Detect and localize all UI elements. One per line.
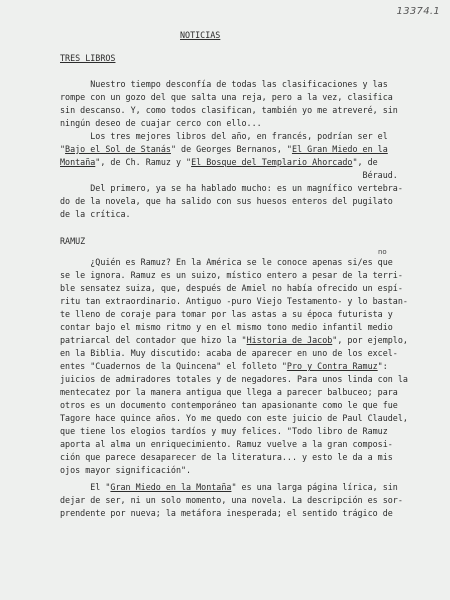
- text-run: El ": [60, 482, 111, 492]
- paragraph-line: aporta al alma un enriquecimiento. Ramuz vuelve a la gran composi-: [60, 439, 393, 449]
- paragraph-line: prendente por nueva; la metáfora inesperada; el sentido trágico de: [60, 508, 393, 518]
- paragraph-line: dejar de ser, ni un solo momento, una novela. La descripción es sor-: [60, 495, 403, 505]
- handwritten-insert: no: [378, 248, 387, 256]
- quote-mark: ": [60, 144, 66, 154]
- paragraph-line: que tiene los elogios tardíos y muy felices. "Todo libro de Ramuz: [60, 426, 388, 436]
- text-run: ", de: [352, 157, 378, 167]
- paragraph-line: Del primero, ya se ha hablado mucho: es un magnífico vertebra-: [60, 183, 403, 193]
- paragraph-line: ningún deseo de cuajar cerco con ello...: [60, 118, 262, 128]
- paragraph-line: juicios de admiradores totales y de negadores. Para unos linda con la: [60, 374, 408, 384]
- text-run: " de Georges Bernanos, ": [170, 144, 292, 154]
- paragraph-line: de la crítica.: [60, 209, 131, 219]
- book-title: Historia de Jacob: [246, 335, 333, 345]
- folio-number: 13374.1: [396, 6, 440, 17]
- book-title: Montaña: [60, 157, 96, 167]
- paragraph-line: en la Biblia. Muy discutido: acaba de aparecer en uno de los excel-: [60, 348, 398, 358]
- section-heading-tres-libros: TRES LIBROS: [60, 53, 116, 63]
- paragraph-line: Nuestro tiempo desconfía de todas las clasificaciones y las: [60, 79, 388, 89]
- paragraph-line: [60, 335, 408, 345]
- paragraph-line: Tagore hace quince años. Yo me quedo con este juicio de Paul Claudel,: [60, 413, 408, 423]
- text-run: " es una larga página lírica, sin: [231, 482, 398, 492]
- paragraph-line: ritu tan extraordinario. Antiguo -puro Viejo Testamento- y lo bastan-: [60, 296, 408, 306]
- book-title: El Gran Miedo en la: [291, 144, 388, 154]
- book-title: Gran Miedo en la Montaña: [110, 482, 232, 492]
- paragraph-line: do de la novela, que ha salido con sus huesos enteros del pugilato: [60, 196, 393, 206]
- text-run: entes "Cuadernos de la Quincena" el folleto ": [60, 361, 287, 371]
- pamphlet-title: Pro y Contra Ramuz: [286, 361, 378, 371]
- page-title: NOTICIAS: [180, 30, 221, 40]
- book-title: El Bosque del Templario Ahorcado: [191, 157, 353, 167]
- paragraph-line: Béraud.: [60, 170, 398, 180]
- paragraph-line: Los tres mejores libros del año, en francés, podrían ser el: [60, 131, 388, 141]
- section-heading-ramuz: RAMUZ: [60, 236, 86, 246]
- paragraph-line: mentecatez por la manera antigua que llega a parecer balbuceo; para: [60, 387, 398, 397]
- paragraph-line: sin descanso. Y, como todos clasifican, también yo me atreveré, sin: [60, 105, 398, 115]
- paragraph-line: ble sensatez suiza, que, después de Amiel no había ofrecido un espí-: [60, 283, 403, 293]
- paragraph-line: [60, 361, 388, 371]
- paragraph-line: rompe con un gozo del que salta una reja, pero a la vez, clasifica: [60, 92, 393, 102]
- text-run: ":: [377, 361, 388, 371]
- paragraph-line: [60, 482, 398, 492]
- paragraph-line: se le ignora. Ramuz es un suizo, místico entero a pesar de la terri-: [60, 270, 403, 280]
- paragraph-line: te lleno de coraje para tomar por las astas a su época futurista y: [60, 309, 393, 319]
- text-run: patriarcal del contador que hizo la ": [60, 335, 247, 345]
- text-run: ", por ejemplo,: [332, 335, 408, 345]
- paragraph-line: [60, 157, 378, 167]
- paragraph-line: ¿Quién es Ramuz? En la América se le conoce apenas si/es que: [60, 257, 393, 267]
- paragraph-line: ojos mayor significación".: [60, 465, 192, 475]
- paragraph-line: ción que parece desaparecer de la literatura... y esto le da a mis: [60, 452, 393, 462]
- paragraph-line: otros es un documento contemporáneo tan apasionante como le que fue: [60, 400, 398, 410]
- paragraph-line: contar bajo el mismo ritmo y en el mismo tono medio infantil medio: [60, 322, 393, 332]
- paragraph-line: [60, 144, 388, 154]
- book-title: Bajo el Sol de Stanás: [65, 144, 171, 154]
- text-run: ", de Ch. Ramuz y ": [95, 157, 192, 167]
